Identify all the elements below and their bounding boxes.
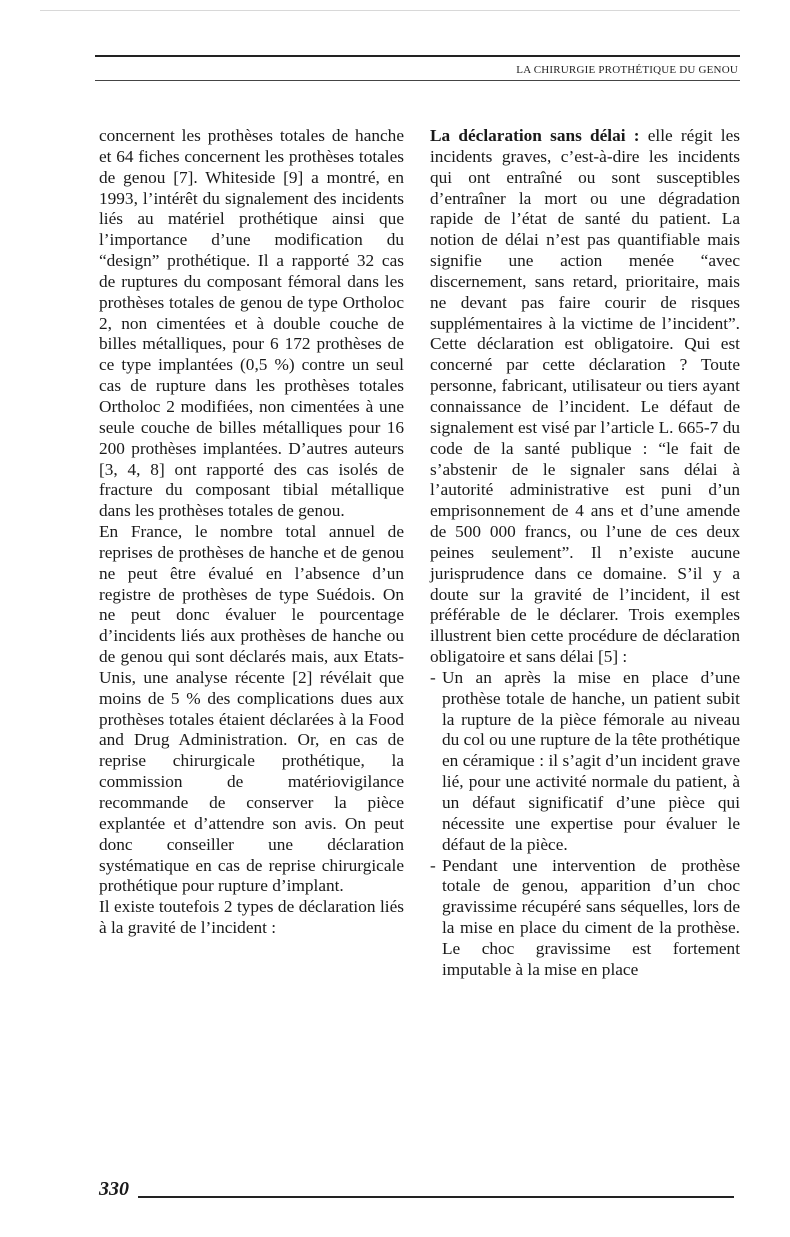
section-lead: La déclaration sans délai :	[430, 126, 640, 145]
example-list	[430, 668, 740, 981]
paragraph	[430, 126, 740, 668]
paragraph: concernent les prothèses totales de hanche et 64 fiches concernent les prothèses totales de genou [7]. Whiteside [9] a montré, en 1993, l’intérêt du signalement des incidents liés au matériel prothétique ainsi que l’importance d’une modification du “design” prothétique. Il a rapporté 32 cas de ruptures du composant fémoral dans les prothèses totales de genou de type Ortholoc 2, non cimentées et à double couche de billes métalliques, pour 6 172 prothèses de ce type implantées (0,5 %) contre un seul cas de rupture dans les prothèses totales Ortholoc 2 modifiées, non cimentées à une seule couche de billes métalliques pour 16 200 prothèses implantées. D’autres auteurs [3, 4, 8] ont rapporté des cas isolés de fracture du composant tibial métallique dans les prothèses totales de genou.	[99, 126, 404, 521]
running-head: LA CHIRURGIE PROTHÉTIQUE DU GENOU	[516, 64, 738, 76]
page-number: 330	[99, 1178, 129, 1200]
right-column	[430, 126, 740, 981]
list-item: - Un an après la mise en place d’une prothèse totale de hanche, un patient subit la rupture de la pièce fémorale au niveau du col ou une rupture de la tête prothétique en céramique : il s’agit d’un incident grave lié, pour une activité normale du patient, à un défaut significatif d’une pièce qui nécessite une expertise pour évaluer le défaut de la pièce.	[430, 668, 740, 856]
header-top-rule	[95, 55, 740, 57]
header-bottom-rule	[95, 80, 740, 81]
scan-edge-line	[40, 10, 740, 11]
left-column	[99, 126, 404, 939]
paragraph: Il existe toutefois 2 types de déclaration liés à la gravité de l’incident :	[99, 897, 404, 938]
section-text: elle régit les incidents graves, c’est-à-dire les incidents qui ont entraîné ou sont susceptibles d’entraîner la mort ou une dégradation rapide de l’état de santé du patient. La notion de délai n’est pas quantifiable mais signifie une action menée “avec discernement, sans retard, prioritaire, mais ne devant pas faire courir de risques supplémentaires à la victime de l’incident”. Cette déclaration est obligatoire. Qui est concerné par cette déclaration ? Toute personne, fabricant, utilisateur ou tiers ayant connaissance de l’incident. Le défaut de signalement est visé par l’article L. 665-7 du code de la santé publique : “le fait de s’abstenir de le signaler sans délai à l’autorité administrative est puni d’un emprisonnement de 4 ans et d’une amende de 500 000 francs, ou l’une de ces deux peines seulement”. Il n’existe aucune jurisprudence dans ce domaine. S’il y a doute sur la gravité de l’incident, il est préférable de le déclarer. Trois exemples illustrent bien cette procédure de déclaration obligatoire et sans délai [5] :	[430, 126, 740, 667]
list-item: - Pendant une intervention de prothèse totale de genou, apparition d’un choc gravissime récupéré sans séquelles, lors de la mise en place du ciment de la prothèse. Le choc gravissime est fortement imputable à la mise en place	[430, 856, 740, 981]
paragraph: En France, le nombre total annuel de reprises de prothèses de hanche et de genou ne peut être évalué en l’absence d’un registre de prothèses de type Suédois. On ne peut donc évaluer le pourcentage d’incidents liés aux prothèses de hanche ou de genou qui sont déclarés mais, aux Etats-Unis, une analyse récente [2] révélait que moins de 5 % des complications dues aux prothèses totales étaient déclarées à la Food and Drug Administration. Or, en cas de reprise chirurgicale prothétique, la commission de matériovigilance recommande de conserver la pièce explantée et d’attendre son avis. On peut donc conseiller une déclaration systématique en cas de reprise chirurgicale prothétique pour rupture d’implant.	[99, 522, 404, 896]
footer-rule	[138, 1196, 734, 1198]
